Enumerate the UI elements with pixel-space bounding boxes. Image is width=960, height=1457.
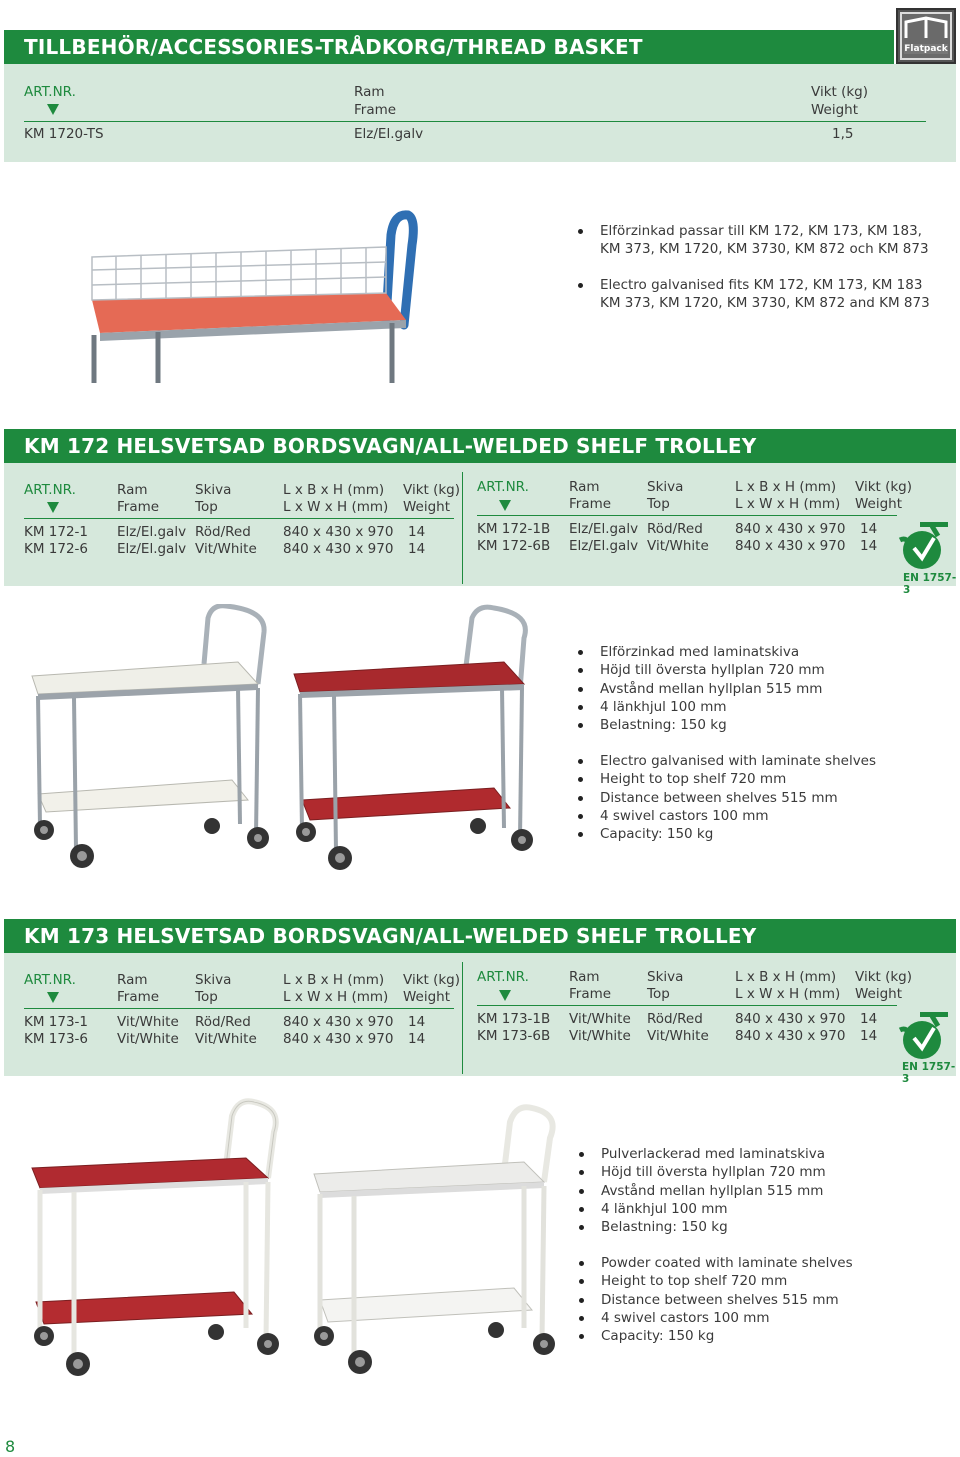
s1-row-frame: Elz/El.galv	[354, 126, 424, 142]
s3r-header-weight-sv: Vikt (kg)	[855, 969, 913, 985]
list-item: Elförzinkad med laminatskiva	[576, 643, 825, 661]
s1-header-frame-en: Frame	[354, 102, 397, 118]
thread-basket-trolley-image	[86, 205, 426, 385]
km173-trolleys-image	[20, 1096, 560, 1386]
list-item: Electro galvanised with laminate shelves	[576, 752, 876, 770]
s2l-header-weight-sv: Vikt (kg)	[403, 482, 461, 498]
list-item: Capacity: 150 kg	[577, 1327, 853, 1345]
s2l-header-weight-en: Weight	[403, 499, 451, 515]
s2-bullet-list-en	[576, 752, 876, 843]
s3-column-divider	[462, 962, 463, 1074]
flatpack-box-icon	[898, 10, 954, 62]
s1-bullet-sv: Elförzinkad passar till KM 172, KM 173, KM 183, KM 373, KM 1720, KM 3730, KM 872 och KM 873	[576, 222, 930, 259]
s3l-header-dim-en: L x W x H (mm)	[283, 989, 389, 1005]
list-item: 4 länkhjul 100 mm	[577, 1200, 826, 1218]
list-item: Höjd till översta hyllplan 720 mm	[577, 1163, 826, 1181]
s3r-sort-arrow-icon	[499, 990, 511, 1001]
s2r-header-weight-sv: Vikt (kg)	[855, 479, 913, 495]
s2l-header-frame-sv: Ram	[117, 482, 148, 498]
s1-header-weight-sv: Vikt (kg)	[811, 84, 869, 100]
list-item: 4 swivel castors 100 mm	[577, 1309, 853, 1327]
s3r-header-frame-en: Frame	[569, 986, 612, 1002]
s2l-header-top-sv: Skiva	[195, 482, 232, 498]
s2l-sort-arrow-icon	[47, 502, 59, 513]
s3l-header-top-en: Top	[195, 989, 218, 1005]
s3r-header-art: ART.NR.	[477, 969, 529, 985]
list-item: Avstånd mellan hyllplan 515 mm	[577, 1182, 826, 1200]
list-item: 4 länkhjul 100 mm	[576, 698, 825, 716]
s1-header-divider	[24, 121, 926, 122]
s3r-header-divider	[477, 1005, 897, 1006]
s3l-header-weight-en: Weight	[403, 989, 451, 1005]
section-title-km173: KM 173 HELSVETSAD BORDSVAGN/ALL-WELDED SHELF TROLLEY	[4, 919, 956, 953]
s3l-header-frame-en: Frame	[117, 989, 160, 1005]
s1-sort-arrow-icon	[47, 104, 59, 115]
en-standard-trolley-icon	[898, 1008, 954, 1062]
s3l-sort-arrow-icon	[47, 992, 59, 1003]
s2r-header-frame-en: Frame	[569, 496, 612, 512]
s3r-header-top-en: Top	[647, 986, 670, 1002]
list-item: Belastning: 150 kg	[576, 716, 825, 734]
s3r-header-weight-en: Weight	[855, 986, 903, 1002]
s2r-header-frame-sv: Ram	[569, 479, 600, 495]
s1-bullet-en: Electro galvanised fits KM 172, KM 173, KM 183 KM 373, KM 1720, KM 3730, KM 872 and KM 873	[576, 276, 930, 313]
s3l-header-dim-sv: L x B x H (mm)	[283, 972, 385, 988]
list-item: Distance between shelves 515 mm	[576, 789, 876, 807]
section-title-accessories: TILLBEHÖR/ACCESSORIES-TRÅDKORG/THREAD BASKET	[4, 30, 894, 64]
s1-bullet-list	[576, 222, 930, 312]
s1-header-art: ART.NR.	[24, 84, 76, 100]
list-item: Height to top shelf 720 mm	[577, 1272, 853, 1290]
s1-row-weight: 1,5	[832, 126, 854, 142]
km172-trolleys-image	[26, 604, 546, 874]
s3-bullet-list-en	[577, 1254, 853, 1345]
s2-bullet-list-sv	[576, 643, 825, 734]
s2l-header-top-en: Top	[195, 499, 218, 515]
s3l-header-art: ART.NR.	[24, 972, 76, 988]
list-item: Distance between shelves 515 mm	[577, 1291, 853, 1309]
s2r-header-dim-en: L x W x H (mm)	[735, 496, 841, 512]
s3l-header-weight-sv: Vikt (kg)	[403, 972, 461, 988]
s2l-header-frame-en: Frame	[117, 499, 160, 515]
section-title-km172: KM 172 HELSVETSAD BORDSVAGN/ALL-WELDED SHELF TROLLEY	[4, 429, 956, 463]
s3l-header-top-sv: Skiva	[195, 972, 232, 988]
s3-bullet-list-sv	[577, 1145, 826, 1236]
list-item: Belastning: 150 kg	[577, 1218, 826, 1236]
list-item: Pulverlackerad med laminatskiva	[577, 1145, 826, 1163]
s3l-header-divider	[24, 1008, 454, 1009]
s3r-header-top-sv: Skiva	[647, 969, 684, 985]
s2r-header-art: ART.NR.	[477, 479, 529, 495]
s2-standard-label: EN 1757-3	[903, 572, 957, 596]
s2r-header-divider	[477, 515, 897, 516]
page-number: 8	[5, 1437, 16, 1456]
s2r-header-top-sv: Skiva	[647, 479, 684, 495]
s2l-header-art: ART.NR.	[24, 482, 76, 498]
s3-standard-label: EN 1757-3	[902, 1061, 956, 1085]
flatpack-label: Flatpack	[904, 44, 948, 54]
s3r-header-dim-en: L x W x H (mm)	[735, 986, 841, 1002]
list-item: Capacity: 150 kg	[576, 825, 876, 843]
s3r-header-dim-sv: L x B x H (mm)	[735, 969, 837, 985]
en-standard-trolley-icon	[898, 518, 954, 572]
flatpack-logo	[896, 8, 956, 64]
s2-column-divider	[462, 472, 463, 584]
s1-row-art: KM 1720-TS	[24, 126, 104, 142]
list-item: Height to top shelf 720 mm	[576, 770, 876, 788]
s1-header-weight-en: Weight	[811, 102, 859, 118]
s3l-header-frame-sv: Ram	[117, 972, 148, 988]
s2l-header-divider	[24, 518, 454, 519]
s2r-sort-arrow-icon	[499, 500, 511, 511]
s2r-header-top-en: Top	[647, 496, 670, 512]
s2l-header-dim-en: L x W x H (mm)	[283, 499, 389, 515]
s2r-header-dim-sv: L x B x H (mm)	[735, 479, 837, 495]
s1-header-frame-sv: Ram	[354, 84, 385, 100]
list-item: 4 swivel castors 100 mm	[576, 807, 876, 825]
list-item: Powder coated with laminate shelves	[577, 1254, 853, 1272]
list-item: Avstånd mellan hyllplan 515 mm	[576, 680, 825, 698]
s2r-header-weight-en: Weight	[855, 496, 903, 512]
list-item: Höjd till översta hyllplan 720 mm	[576, 661, 825, 679]
s3r-header-frame-sv: Ram	[569, 969, 600, 985]
s2l-header-dim-sv: L x B x H (mm)	[283, 482, 385, 498]
